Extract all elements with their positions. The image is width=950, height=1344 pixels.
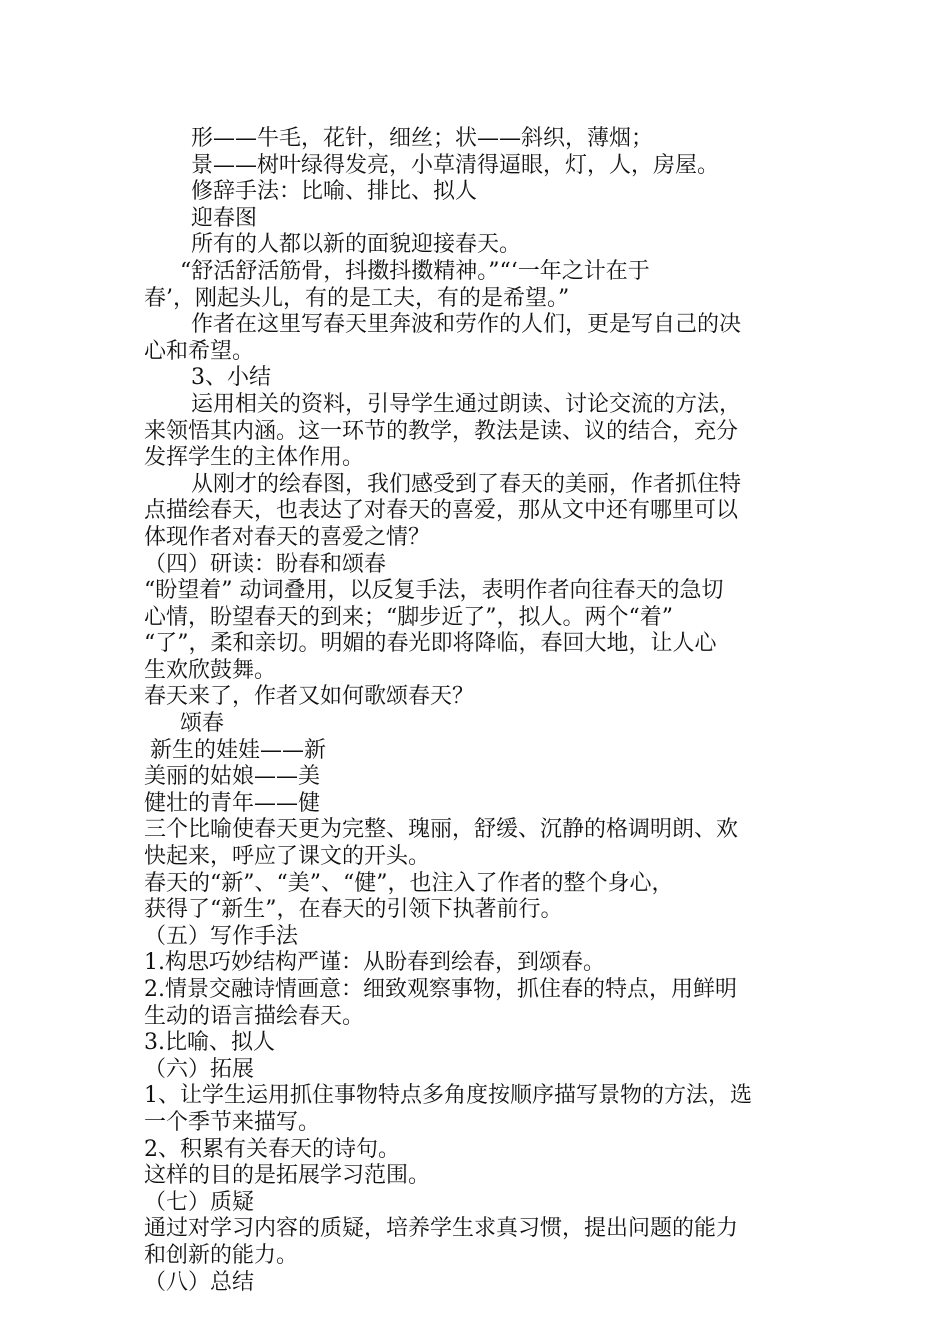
text-line: 春天的“新”、“美”、“健”，也注入了作者的整个身心， <box>144 870 674 896</box>
text-line: 2、积累有关春天的诗句。 <box>144 1136 400 1162</box>
text-line: “盼望着” 动词叠用，以反复手法，表明作者向往春天的急切 <box>144 578 724 604</box>
text-line: 体现作者对春天的喜爱之情？ <box>144 524 431 550</box>
text-line: 春’，刚起头儿，有的是工夫，有的是希望。” <box>144 285 570 311</box>
text-line: 修辞手法：比喻、排比、拟人 <box>191 179 478 205</box>
text-line: 发挥学生的主体作用。 <box>144 445 365 471</box>
text-line: 3、小结 <box>191 365 271 391</box>
text-line: 一个季节来描写。 <box>144 1109 321 1135</box>
text-line: 美丽的姑娘——美 <box>144 764 321 790</box>
text-line: 健壮的青年——健 <box>144 790 321 816</box>
text-line: 这样的目的是拓展学习范围。 <box>144 1163 431 1189</box>
text-line: （五）写作手法 <box>144 923 299 949</box>
text-line: 运用相关的资料，引导学生通过朗读、讨论交流的方法， <box>191 391 742 417</box>
text-line: 心和希望。 <box>144 338 255 364</box>
text-line: 来领悟其内涵。这一环节的教学，教法是读、议的结合，充分 <box>144 418 739 444</box>
text-line: “舒活舒活筋骨，抖擞抖擞精神。”“‘一年之计在于 <box>180 258 650 284</box>
text-line: 3.比喻、拟人 <box>144 1030 275 1056</box>
text-line: 通过对学习内容的质疑，培养学生求真习惯，提出问题的能力 <box>144 1216 739 1242</box>
document-body <box>144 126 809 1296</box>
text-line: 所有的人都以新的面貌迎接春天。 <box>191 232 522 258</box>
text-line: （四）研读：盼春和颂春 <box>144 551 387 577</box>
text-line: 1、让学生运用抓住事物特点多角度按顺序描写景物的方法，选 <box>144 1083 752 1109</box>
text-line: 1.构思巧妙结构严谨：从盼春到绘春，到颂春。 <box>144 950 605 976</box>
text-line: 作者在这里写春天里奔波和劳作的人们，更是写自己的决 <box>191 312 742 338</box>
text-line: 迎春图 <box>191 205 258 231</box>
text-line: 获得了“新生”，在春天的引领下执著前行。 <box>144 897 563 923</box>
text-line: 快起来，呼应了课文的开头。 <box>144 844 431 870</box>
text-line: “了”，柔和亲切。明媚的春光即将降临，春回大地，让人心 <box>144 631 717 657</box>
text-line: （六）拓展 <box>144 1056 255 1082</box>
text-line: 三个比喻使春天更为完整、瑰丽，舒缓、沉静的格调明朗、欢 <box>144 817 739 843</box>
text-line: 新生的娃娃——新 <box>150 737 327 763</box>
text-line: 点描绘春天，也表达了对春天的喜爱，那从文中还有哪里可以 <box>144 498 739 524</box>
text-line: 和创新的能力。 <box>144 1242 299 1268</box>
text-line: 春天来了，作者又如何歌颂春天？ <box>144 684 475 710</box>
text-line: 心情，盼望春天的到来；“脚步近了”，拟人。两个“着” <box>144 604 673 630</box>
text-line: （八）总结 <box>144 1269 255 1295</box>
text-line: （七）质疑 <box>144 1189 255 1215</box>
text-line: 生欢欣鼓舞。 <box>144 657 277 683</box>
text-line: 生动的语言描绘春天。 <box>144 1003 365 1029</box>
text-line: 2.情景交融诗情画意：细致观察事物，抓住春的特点，用鲜明 <box>144 977 737 1002</box>
text-line: 形——牛毛，花针，细丝；状——斜织，薄烟； <box>191 126 654 151</box>
text-line: 景——树叶绿得发亮，小草清得逼眼，灯，人，房屋。 <box>191 152 720 178</box>
text-line: 颂春 <box>180 711 225 737</box>
text-line: 从刚才的绘春图，我们感受到了春天的美丽，作者抓住特 <box>191 471 742 497</box>
